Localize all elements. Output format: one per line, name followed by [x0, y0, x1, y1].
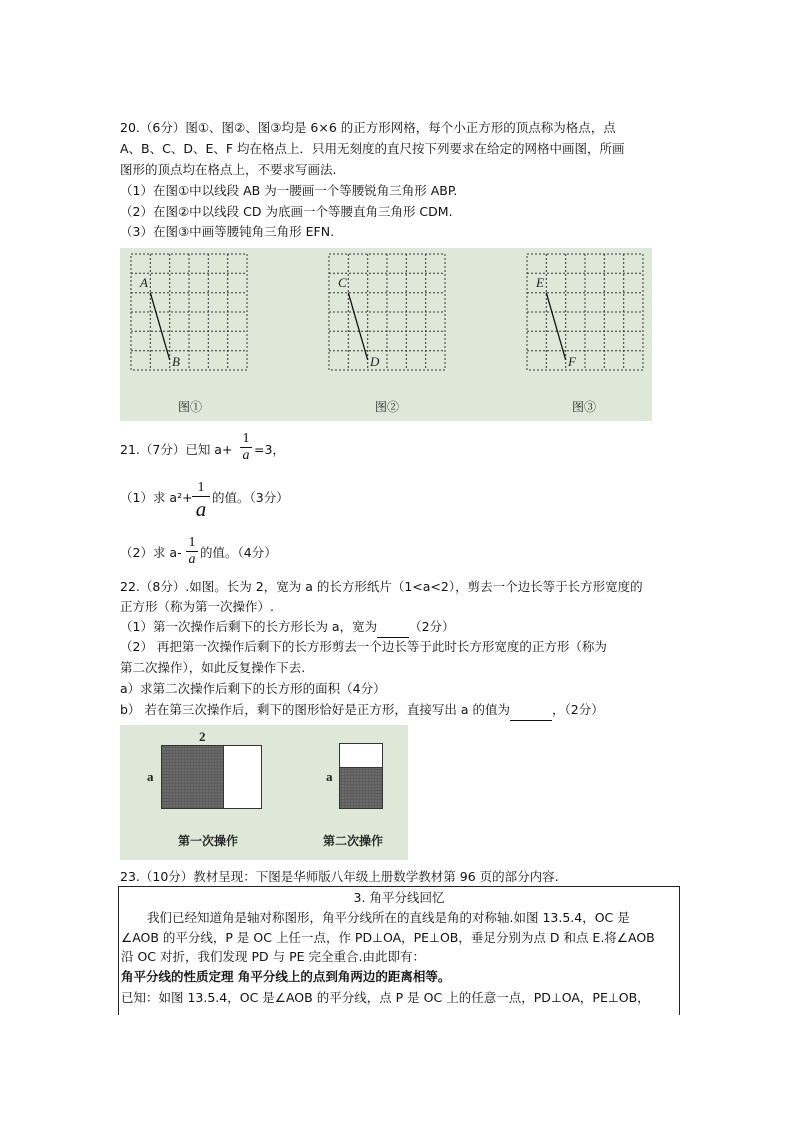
- point-b-label: B: [172, 354, 180, 369]
- fig2-remaining-rectangle: [339, 743, 383, 769]
- fraction-denominator: a: [242, 448, 250, 463]
- answer-blank-a[interactable]: [510, 700, 552, 721]
- q21-part-1-fraction: [192, 480, 210, 521]
- q22-part-1: [120, 617, 455, 638]
- point-e-label: E: [536, 275, 544, 290]
- grid-1-caption: 图①: [178, 400, 203, 414]
- fig2-side-label: a: [326, 769, 333, 784]
- q21-part-2-suffix: 的值。（4分）: [200, 545, 277, 560]
- excerpt-line-1: 我们已经知道角是轴对称图形，角平分线所在的直线是角的对称轴.如图 13.5.4，OC 是: [147, 910, 630, 925]
- q20-line-2: A、B、C、D、E、F 均在格点上．只用无刻度的直尺按下列要求在给定的网格中画图，所画: [120, 141, 625, 156]
- grid-3-caption: 图③: [572, 400, 597, 414]
- point-f-label: F: [568, 354, 576, 369]
- excerpt-line-2: ∠AOB 的平分线，P 是 OC 上任一点，作 PD⊥OA，PE⊥OB，垂足分别为点 D 和点 E.将∠AOB: [121, 930, 655, 945]
- fraction-numerator: 1: [188, 535, 196, 550]
- fraction-numerator: 1: [197, 480, 205, 495]
- q21-head: 21.（7分）已知 a+: [120, 442, 233, 457]
- q20-part-1: （1）在图①中以线段 AB 为一腰画一个等腰锐角三角形 ABP.: [120, 183, 458, 198]
- fig1-cut-square: [161, 745, 225, 809]
- q20-figure-panel: [120, 248, 652, 421]
- fraction-denominator: a: [188, 552, 196, 567]
- point-c-label: C: [338, 275, 347, 290]
- q21-part-1-prefix: （1）求 a²+: [120, 490, 193, 505]
- fraction-denominator: a: [195, 497, 207, 521]
- q20-line-1: 20.（6分）图①、图②、图③均是 6×6 的正方形网格，每个小正方形的顶点称为格点，点: [120, 120, 616, 135]
- textbook-excerpt-box: [118, 886, 680, 1015]
- grid-2: [328, 253, 448, 373]
- q21-fraction: [240, 431, 252, 464]
- q22-part-b-score: ，（2分）: [552, 702, 604, 717]
- q21-part-2-fraction: [186, 535, 198, 568]
- fig2-cut-square: [339, 767, 383, 809]
- fig1-side-label: a: [147, 769, 154, 784]
- q22-line-2: 正方形（称为第一次操作）.: [120, 599, 274, 614]
- fig1-caption: 第一次操作: [178, 834, 239, 848]
- q20-part-2: （2）在图②中以线段 CD 为底画一个等腰直角三角形 CDM.: [120, 204, 453, 219]
- q23-line-1: 23.（10分）教材呈现：下图是华师版八年级上册数学教材第 96 页的部分内容.: [120, 869, 559, 884]
- q22-part-1-text: （1）第一次操作后剩下的长方形长为 a，宽为: [120, 619, 378, 634]
- q22-part-b-text: b） 若在第三次操作后，剩下的图形恰好是正方形，直接写出 a 的值为: [120, 702, 511, 717]
- q21-part-2-prefix: （2）求 a-: [120, 545, 182, 560]
- grid-2-caption: 图②: [375, 400, 400, 414]
- excerpt-theorem: 角平分线的性质定理 角平分线上的点到角两边的距离相等。: [121, 969, 451, 984]
- excerpt-title: 3. 角平分线回忆: [353, 890, 445, 905]
- fig1-top-label: 2: [199, 729, 206, 744]
- q22-part-1-score: （2分）: [409, 619, 455, 634]
- q22-part-2-line-2: 第二次操作），如此反复操作下去.: [120, 660, 306, 675]
- fig2-caption: 第二次操作: [323, 834, 384, 848]
- q22-part-a: a）求第二次操作后剩下的长方形的面积（4分）: [120, 681, 386, 696]
- q22-part-2-line-1: （2） 再把第一次操作后剩下的长方形剪去一个边长等于此时长方形宽度的正方形（称为: [120, 639, 607, 654]
- grid-3: [526, 253, 646, 373]
- fig1-remaining-rectangle: [223, 745, 262, 809]
- grid-1: [130, 253, 250, 373]
- excerpt-line-3: 沿 OC 对折，我们发现 PD 与 PE 完全重合.由此即有：: [121, 949, 425, 964]
- q21-part-1-suffix: 的值。（3分）: [212, 490, 289, 505]
- answer-blank-width[interactable]: [377, 617, 409, 638]
- point-a-label: A: [140, 275, 148, 290]
- q22-part-b: [120, 700, 604, 721]
- q22-line-1: 22.（8分）.如图。长为 2，宽为 a 的长方形纸片（1<a<2），剪去一个边长等于长方形宽度的: [120, 579, 643, 594]
- point-d-label: D: [370, 354, 380, 369]
- excerpt-line-5: 已知：如图 13.5.4，OC 是∠AOB 的平分线，点 P 是 OC 上的任意一点，PD⊥OA，PE⊥OB，: [121, 990, 650, 1005]
- q20-line-3: 图形的顶点均在格点上，不要求写画法.: [120, 162, 337, 177]
- fraction-numerator: 1: [242, 431, 250, 446]
- q22-figure-panel: [120, 725, 408, 860]
- q20-part-3: （3）在图③中画等腰钝角三角形 EFN.: [120, 224, 335, 239]
- q21-tail: =3，: [254, 442, 285, 457]
